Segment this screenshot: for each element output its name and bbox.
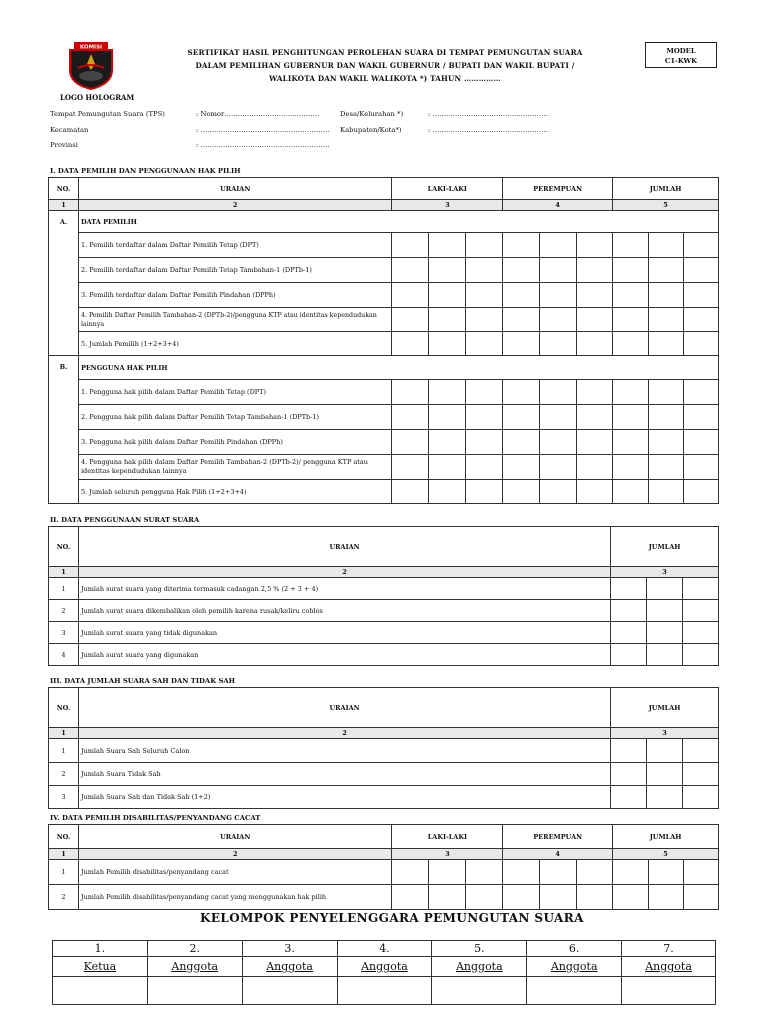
column-number-row bbox=[49, 567, 719, 578]
input-cell[interactable] bbox=[611, 786, 647, 809]
table-row bbox=[49, 786, 719, 809]
input-cell[interactable] bbox=[540, 430, 577, 455]
col-num: 3 bbox=[611, 567, 719, 578]
input-cell[interactable] bbox=[429, 455, 466, 480]
table-header-row bbox=[49, 527, 719, 567]
input-cell[interactable] bbox=[429, 405, 466, 430]
input-cell[interactable] bbox=[683, 233, 718, 258]
title-line-1: SERTIFIKAT HASIL PENGHITUNGAN PEROLEHAN SUARA DI TEMPAT PEMUNGUTAN SUARA bbox=[187, 48, 583, 57]
input-cell[interactable] bbox=[503, 258, 540, 283]
input-cell[interactable] bbox=[392, 332, 429, 356]
input-cell[interactable] bbox=[540, 258, 577, 283]
input-cell[interactable] bbox=[683, 578, 719, 600]
input-cell[interactable] bbox=[613, 258, 649, 283]
kpps-title: KELOMPOK PENYELENGGARA PEMUNGUTAN SUARA bbox=[200, 911, 584, 925]
section-3-title: III. DATA JUMLAH SUARA SAH DAN TIDAK SAH bbox=[50, 677, 236, 685]
input-cell[interactable] bbox=[503, 380, 540, 405]
input-cell[interactable] bbox=[577, 430, 613, 455]
input-cell[interactable] bbox=[647, 578, 683, 600]
input-cell[interactable] bbox=[392, 455, 429, 480]
input-cell[interactable] bbox=[503, 430, 540, 455]
tps-field[interactable]: : Nomor…………………………………… bbox=[196, 110, 320, 118]
input-cell[interactable] bbox=[503, 283, 540, 308]
column-number-row bbox=[49, 200, 719, 211]
input-cell[interactable] bbox=[392, 405, 429, 430]
col-no: NO. bbox=[49, 527, 79, 567]
table-row bbox=[49, 283, 719, 308]
input-cell[interactable] bbox=[684, 885, 719, 910]
input-cell[interactable] bbox=[540, 308, 577, 332]
row-label: 5. Jumlah Pemilih (1+2+3+4) bbox=[78, 332, 391, 356]
col-uraian: URAIAN bbox=[78, 527, 610, 567]
table-row bbox=[49, 578, 719, 600]
input-cell[interactable] bbox=[429, 480, 466, 504]
signature-number: 2. bbox=[147, 941, 242, 957]
row-label: Jumlah Suara Tidak Sah bbox=[78, 763, 610, 786]
signature-number: 4. bbox=[337, 941, 432, 957]
input-cell[interactable] bbox=[429, 860, 466, 885]
col-num: 4 bbox=[503, 200, 613, 211]
input-cell[interactable] bbox=[613, 308, 649, 332]
input-cell[interactable] bbox=[683, 480, 718, 504]
col-num: 3 bbox=[611, 728, 719, 739]
col-num: 2 bbox=[78, 849, 391, 860]
row-no: 1 bbox=[49, 860, 79, 885]
input-cell[interactable] bbox=[429, 885, 466, 910]
input-cell[interactable] bbox=[613, 380, 649, 405]
input-cell[interactable] bbox=[649, 332, 684, 356]
input-cell[interactable] bbox=[649, 233, 684, 258]
col-num: 5 bbox=[613, 849, 719, 860]
section-2-title: II. DATA PENGGUNAAN SURAT SUARA bbox=[50, 516, 200, 524]
row-label: Jumlah Pemilih disabilitas/penyandang cacat yang menggunakan hak pilih bbox=[78, 885, 391, 910]
input-cell[interactable] bbox=[649, 380, 684, 405]
row-no: 1 bbox=[49, 578, 79, 600]
input-cell[interactable] bbox=[577, 308, 613, 332]
input-cell[interactable] bbox=[577, 283, 613, 308]
table-row bbox=[49, 885, 719, 910]
row-no: 4 bbox=[49, 644, 79, 666]
row-no: 3 bbox=[49, 786, 79, 809]
input-cell[interactable] bbox=[503, 405, 540, 430]
input-cell[interactable] bbox=[683, 786, 719, 809]
col-laki: LAKI-LAKI bbox=[392, 178, 503, 200]
section-1-table bbox=[48, 177, 719, 504]
signature-field[interactable] bbox=[242, 977, 337, 1005]
input-cell[interactable] bbox=[466, 233, 503, 258]
model-code: C1-KWK bbox=[664, 57, 698, 65]
input-cell[interactable] bbox=[683, 283, 718, 308]
input-cell[interactable] bbox=[392, 480, 429, 504]
table-row bbox=[49, 644, 719, 666]
table-row bbox=[49, 480, 719, 504]
input-cell[interactable] bbox=[683, 644, 719, 666]
table-row bbox=[49, 332, 719, 356]
row-label: 2. Pemilih terdaftar dalam Daftar Pemilih Tetap Tambahan-1 (DPTb-1) bbox=[78, 258, 391, 283]
input-cell[interactable] bbox=[577, 860, 613, 885]
table-header-row bbox=[49, 688, 719, 728]
input-cell[interactable] bbox=[613, 885, 649, 910]
input-cell[interactable] bbox=[577, 380, 613, 405]
col-num: 1 bbox=[49, 728, 79, 739]
group-b-no: B. bbox=[49, 356, 79, 504]
input-cell[interactable] bbox=[466, 480, 503, 504]
kabupaten-field[interactable]: : …………………………………………… bbox=[428, 126, 548, 134]
input-cell[interactable] bbox=[577, 455, 613, 480]
input-cell[interactable] bbox=[649, 308, 684, 332]
input-cell[interactable] bbox=[683, 405, 718, 430]
input-cell[interactable] bbox=[540, 380, 577, 405]
group-b-header bbox=[49, 356, 719, 380]
input-cell[interactable] bbox=[466, 455, 503, 480]
input-cell[interactable] bbox=[649, 430, 684, 455]
input-cell[interactable] bbox=[684, 860, 719, 885]
input-cell[interactable] bbox=[429, 283, 466, 308]
provinsi-label: Provinsi bbox=[50, 141, 78, 149]
input-cell[interactable] bbox=[540, 405, 577, 430]
signature-field[interactable] bbox=[527, 977, 622, 1005]
document-title bbox=[150, 46, 620, 85]
signature-field[interactable] bbox=[432, 977, 527, 1005]
input-cell[interactable] bbox=[613, 480, 649, 504]
input-cell[interactable] bbox=[466, 405, 503, 430]
model-label: MODEL bbox=[666, 47, 696, 55]
input-cell[interactable] bbox=[613, 430, 649, 455]
input-cell[interactable] bbox=[611, 622, 647, 644]
input-cell[interactable] bbox=[649, 258, 684, 283]
input-cell[interactable] bbox=[392, 283, 429, 308]
input-cell[interactable] bbox=[649, 885, 684, 910]
col-laki: LAKI-LAKI bbox=[392, 825, 503, 849]
kecamatan-field[interactable]: : ………………………………………………… bbox=[196, 126, 330, 134]
role-anggota: Anggota bbox=[432, 957, 527, 977]
input-cell[interactable] bbox=[503, 455, 540, 480]
table-row bbox=[49, 233, 719, 258]
col-num: 1 bbox=[49, 849, 79, 860]
col-perempuan: PEREMPUAN bbox=[503, 178, 613, 200]
col-num: 2 bbox=[78, 567, 610, 578]
row-no: 2 bbox=[49, 763, 79, 786]
input-cell[interactable] bbox=[649, 283, 684, 308]
table-row bbox=[49, 258, 719, 283]
input-cell[interactable] bbox=[647, 644, 683, 666]
input-cell[interactable] bbox=[649, 480, 684, 504]
table-row bbox=[49, 308, 719, 332]
column-number-row bbox=[49, 728, 719, 739]
title-line-2: DALAM PEMILIHAN GUBERNUR DAN WAKIL GUBERNUR / BUPATI DAN WAKIL BUPATI / bbox=[195, 61, 575, 70]
provinsi-field[interactable]: : ………………………………………………… bbox=[196, 141, 330, 149]
table-row bbox=[49, 430, 719, 455]
table-row bbox=[49, 622, 719, 644]
input-cell[interactable] bbox=[392, 885, 429, 910]
group-b-title: PENGGUNA HAK PILIH bbox=[78, 356, 718, 380]
input-cell[interactable] bbox=[683, 455, 718, 480]
input-cell[interactable] bbox=[683, 430, 718, 455]
row-no: 2 bbox=[49, 600, 79, 622]
role-ketua: Ketua bbox=[53, 957, 148, 977]
col-num: 1 bbox=[49, 567, 79, 578]
input-cell[interactable] bbox=[503, 233, 540, 258]
table-row bbox=[49, 455, 719, 480]
row-label: 2. Pengguna hak pilih dalam Daftar Pemilih Tetap Tambahan-1 (DPTb-1) bbox=[78, 405, 391, 430]
input-cell[interactable] bbox=[611, 600, 647, 622]
table-row bbox=[49, 380, 719, 405]
input-cell[interactable] bbox=[503, 308, 540, 332]
input-cell[interactable] bbox=[540, 860, 577, 885]
col-no: NO. bbox=[49, 825, 79, 849]
kecamatan-label: Kecamatan bbox=[50, 126, 89, 134]
input-cell[interactable] bbox=[577, 405, 613, 430]
table-header-row bbox=[49, 825, 719, 849]
input-cell[interactable] bbox=[577, 258, 613, 283]
input-cell[interactable] bbox=[577, 480, 613, 504]
input-cell[interactable] bbox=[429, 332, 466, 356]
input-cell[interactable] bbox=[392, 860, 429, 885]
input-cell[interactable] bbox=[503, 480, 540, 504]
input-cell[interactable] bbox=[466, 332, 503, 356]
input-cell[interactable] bbox=[466, 380, 503, 405]
row-label: 5. Jumlah seluruh pengguna Hak Pilih (1+2+3+4) bbox=[78, 480, 391, 504]
signature-field[interactable] bbox=[337, 977, 432, 1005]
section-1-title: I. DATA PEMILIH DAN PENGGUNAAN HAK PILIH bbox=[50, 167, 241, 175]
input-cell[interactable] bbox=[683, 739, 719, 763]
input-cell[interactable] bbox=[429, 258, 466, 283]
input-cell[interactable] bbox=[503, 885, 540, 910]
col-jumlah: JUMLAH bbox=[611, 527, 719, 567]
input-cell[interactable] bbox=[429, 233, 466, 258]
input-cell[interactable] bbox=[466, 308, 503, 332]
signature-field[interactable] bbox=[622, 977, 716, 1005]
input-cell[interactable] bbox=[647, 739, 683, 763]
input-cell[interactable] bbox=[577, 332, 613, 356]
role-anggota: Anggota bbox=[622, 957, 716, 977]
input-cell[interactable] bbox=[392, 258, 429, 283]
section-3-table bbox=[48, 687, 719, 809]
input-cell[interactable] bbox=[613, 233, 649, 258]
input-cell[interactable] bbox=[392, 308, 429, 332]
kabupaten-label: Kabupaten/Kota*) bbox=[340, 126, 402, 134]
input-cell[interactable] bbox=[683, 622, 719, 644]
col-num: 2 bbox=[78, 728, 610, 739]
col-num: 3 bbox=[392, 849, 503, 860]
tps-label: Tempat Pemungutan Suara (TPS) bbox=[50, 110, 165, 118]
col-jumlah: JUMLAH bbox=[613, 178, 719, 200]
row-label: Jumlah surat suara yang tidak digunakan bbox=[78, 622, 610, 644]
row-label: Jumlah Suara Sah Seluruh Calon bbox=[78, 739, 610, 763]
desa-label: Desa/Kelurahan *) bbox=[340, 110, 404, 118]
col-num: 4 bbox=[503, 849, 613, 860]
input-cell[interactable] bbox=[540, 332, 577, 356]
input-cell[interactable] bbox=[683, 380, 718, 405]
group-a-no: A. bbox=[49, 211, 79, 356]
input-cell[interactable] bbox=[649, 405, 684, 430]
col-num: 5 bbox=[613, 200, 719, 211]
input-cell[interactable] bbox=[647, 786, 683, 809]
row-label: Jumlah surat suara dikembalikan oleh pemilih karena rusak/keliru coblos bbox=[78, 600, 610, 622]
input-cell[interactable] bbox=[540, 283, 577, 308]
section-4-title: IV. DATA PEMILIH DISABILITAS/PENYANDANG CACAT bbox=[50, 814, 261, 822]
signature-field[interactable] bbox=[147, 977, 242, 1005]
role-anggota: Anggota bbox=[242, 957, 337, 977]
role-anggota: Anggota bbox=[527, 957, 622, 977]
row-no: 2 bbox=[49, 885, 79, 910]
signature-role-row bbox=[53, 957, 716, 977]
input-cell[interactable] bbox=[540, 455, 577, 480]
input-cell[interactable] bbox=[611, 644, 647, 666]
col-no: NO. bbox=[49, 688, 79, 728]
signature-table bbox=[52, 940, 716, 1005]
col-perempuan: PEREMPUAN bbox=[503, 825, 613, 849]
input-cell[interactable] bbox=[613, 283, 649, 308]
input-cell[interactable] bbox=[466, 885, 503, 910]
input-cell[interactable] bbox=[683, 308, 718, 332]
col-uraian: URAIAN bbox=[78, 178, 391, 200]
model-box bbox=[645, 42, 717, 68]
input-cell[interactable] bbox=[649, 860, 684, 885]
input-cell[interactable] bbox=[577, 885, 613, 910]
desa-field[interactable]: : …………………………………………… bbox=[428, 110, 548, 118]
input-cell[interactable] bbox=[429, 430, 466, 455]
signature-number-row bbox=[53, 941, 716, 957]
group-a-header bbox=[49, 211, 719, 233]
input-cell[interactable] bbox=[613, 455, 649, 480]
input-cell[interactable] bbox=[503, 860, 540, 885]
input-cell[interactable] bbox=[429, 380, 466, 405]
col-num: 1 bbox=[49, 200, 79, 211]
role-anggota: Anggota bbox=[337, 957, 432, 977]
input-cell[interactable] bbox=[647, 622, 683, 644]
input-cell[interactable] bbox=[540, 885, 577, 910]
row-label: Jumlah Pemilih disabilitas/penyandang cacat bbox=[78, 860, 391, 885]
table-row bbox=[49, 739, 719, 763]
input-cell[interactable] bbox=[540, 480, 577, 504]
column-number-row bbox=[49, 849, 719, 860]
input-cell[interactable] bbox=[649, 455, 684, 480]
signature-number: 7. bbox=[622, 941, 716, 957]
table-header-row bbox=[49, 178, 719, 200]
input-cell[interactable] bbox=[647, 763, 683, 786]
col-jumlah: JUMLAH bbox=[611, 688, 719, 728]
section-4-table bbox=[48, 824, 719, 910]
row-label: 1. Pemilih terdaftar dalam Daftar Pemilih Tetap (DPT) bbox=[78, 233, 391, 258]
row-label: 4. Pemilih Daftar Pemilih Tambahan-2 (DPTb-2)/pengguna KTP atau identitas kependudukan lainnya bbox=[78, 308, 391, 332]
input-cell[interactable] bbox=[577, 233, 613, 258]
row-label: 3. Pemilih terdaftar dalam Daftar Pemilih Pindahan (DPPh) bbox=[78, 283, 391, 308]
signature-number: 6. bbox=[527, 941, 622, 957]
col-no: NO. bbox=[49, 178, 79, 200]
col-uraian: URAIAN bbox=[78, 825, 391, 849]
row-label: 4. Pengguna hak pilih dalam Daftar Pemilih Tambahan-2 (DPTb-2)/ pengguna KTP atau identitas kependudukan lainnya bbox=[78, 455, 391, 480]
table-row bbox=[49, 860, 719, 885]
input-cell[interactable] bbox=[613, 332, 649, 356]
input-cell[interactable] bbox=[429, 308, 466, 332]
section-2-table bbox=[48, 526, 719, 666]
col-num: 3 bbox=[392, 200, 503, 211]
input-cell[interactable] bbox=[611, 763, 647, 786]
table-row bbox=[49, 405, 719, 430]
input-cell[interactable] bbox=[466, 283, 503, 308]
row-no: 1 bbox=[49, 739, 79, 763]
row-label: 1. Pengguna hak pilih dalam Daftar Pemilih Tetap (DPT) bbox=[78, 380, 391, 405]
group-a-title: DATA PEMILIH bbox=[78, 211, 718, 233]
table-row bbox=[49, 763, 719, 786]
signature-space-row bbox=[53, 977, 716, 1005]
signature-number: 5. bbox=[432, 941, 527, 957]
input-cell[interactable] bbox=[613, 405, 649, 430]
input-cell[interactable] bbox=[466, 258, 503, 283]
input-cell[interactable] bbox=[392, 233, 429, 258]
title-line-3: WALIKOTA DAN WAKIL WALIKOTA *) TAHUN …………… bbox=[269, 74, 501, 83]
row-label: Jumlah Suara Sah dan Tidak Sah (1+2) bbox=[78, 786, 610, 809]
input-cell[interactable] bbox=[647, 600, 683, 622]
row-no: 3 bbox=[49, 622, 79, 644]
input-cell[interactable] bbox=[611, 578, 647, 600]
col-num: 2 bbox=[78, 200, 391, 211]
signature-field[interactable] bbox=[53, 977, 148, 1005]
input-cell[interactable] bbox=[613, 860, 649, 885]
row-label: Jumlah surat suara yang digunakan bbox=[78, 644, 610, 666]
col-uraian: URAIAN bbox=[78, 688, 610, 728]
input-cell[interactable] bbox=[466, 860, 503, 885]
signature-number: 3. bbox=[242, 941, 337, 957]
col-jumlah: JUMLAH bbox=[613, 825, 719, 849]
row-label: Jumlah surat suara yang diterima termasuk cadangan 2,5 % (2 + 3 + 4) bbox=[78, 578, 610, 600]
input-cell[interactable] bbox=[683, 763, 719, 786]
kpu-logo bbox=[60, 40, 122, 90]
input-cell[interactable] bbox=[466, 430, 503, 455]
input-cell[interactable] bbox=[392, 430, 429, 455]
signature-number: 1. bbox=[53, 941, 148, 957]
input-cell[interactable] bbox=[683, 600, 719, 622]
hologram-label: LOGO HOLOGRAM bbox=[60, 93, 135, 102]
input-cell[interactable] bbox=[392, 380, 429, 405]
row-label: 3. Pengguna hak pilih dalam Daftar Pemilih Pindahan (DPPh) bbox=[78, 430, 391, 455]
input-cell[interactable] bbox=[503, 332, 540, 356]
input-cell[interactable] bbox=[683, 258, 718, 283]
logo-text-top: KOMISI bbox=[79, 44, 103, 51]
table-row bbox=[49, 600, 719, 622]
input-cell[interactable] bbox=[540, 233, 577, 258]
role-anggota: Anggota bbox=[147, 957, 242, 977]
input-cell[interactable] bbox=[683, 332, 718, 356]
input-cell[interactable] bbox=[611, 739, 647, 763]
